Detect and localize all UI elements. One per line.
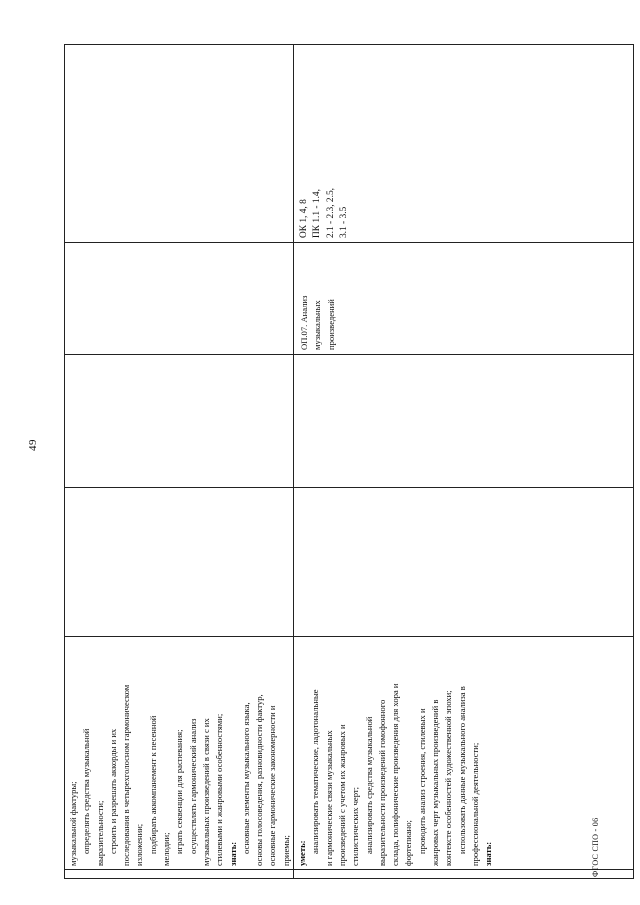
skills-knowledge-cell xyxy=(294,637,634,870)
text-line: музыкальной фактуры; xyxy=(68,781,78,866)
text-line: стилистических черт; xyxy=(350,786,361,866)
hours-max-cell xyxy=(294,488,634,637)
hours-class-cell xyxy=(294,355,634,488)
skills-knowledge-text xyxy=(65,637,293,869)
text-line: знать: xyxy=(483,841,494,866)
discipline-text xyxy=(294,243,338,354)
competences-cell xyxy=(294,45,634,243)
index-cell xyxy=(294,870,634,879)
text-line: основы голосоведения, разновидности фактур, xyxy=(254,694,265,866)
hours-class-cell xyxy=(65,355,294,488)
text-line: изложении; xyxy=(134,823,145,866)
footer-standard-label: ФГОС СПО - 06 xyxy=(591,817,600,877)
discipline-text xyxy=(65,243,69,354)
hours-max-cell xyxy=(65,488,294,637)
text-line: уметь: xyxy=(297,840,308,866)
discipline-cell xyxy=(65,243,294,355)
text-line: приемы; xyxy=(280,835,291,866)
text-line: осуществлять гармонический анализ xyxy=(187,718,198,854)
discipline-line: ОП.07. Анализ xyxy=(299,295,310,350)
page-number: 49 xyxy=(27,439,39,451)
competence-code-line: 2.1 - 2.3, 2.5, xyxy=(325,188,336,238)
text-line: определять средства музыкальной xyxy=(81,728,92,854)
discipline-line: музыкальных xyxy=(312,300,323,350)
text-line: строить и разрешать аккорды и их xyxy=(107,728,118,854)
text-line: анализировать средства музыкальной xyxy=(363,716,374,854)
text-line: использовать данные музыкального анализа в xyxy=(456,686,467,854)
competence-code-line: ОК 1, 4, 8 xyxy=(299,199,310,238)
text-line: фортепиано; xyxy=(403,820,414,866)
curriculum-table xyxy=(64,44,634,879)
competences-cell xyxy=(65,45,294,243)
text-line: музыкальных произведений в связи с их xyxy=(200,718,211,866)
competences-text xyxy=(65,45,69,242)
text-line: произведений с учетом их жанровых и xyxy=(336,724,347,866)
text-line: играть секвенции для распевания; xyxy=(174,729,185,854)
text-line: основные гармонические закономерности и xyxy=(267,705,278,866)
text-line: стилевыми и жанровыми особенностями; xyxy=(214,713,225,866)
text-line: последования в четырехголосном гармоническом xyxy=(121,684,132,866)
text-line: подбирать аккомпанемент к песенной xyxy=(147,715,158,854)
text-line: и гармонические связи музыкальных xyxy=(323,730,334,866)
discipline-cell xyxy=(294,243,634,355)
text-line: жанровых черт музыкальных произведений в xyxy=(430,699,441,866)
skills-knowledge-cell xyxy=(65,637,294,870)
text-line: выразительности произведений гомофонного xyxy=(376,699,387,866)
table-row xyxy=(294,45,634,879)
discipline-line: произведений xyxy=(325,299,336,350)
text-line: мелодии; xyxy=(161,832,172,866)
text-line: профессиональной деятельности; xyxy=(469,742,480,866)
text-line: основные элементы музыкального языка, xyxy=(240,702,251,854)
text-line: анализировать тематические, ладотональные xyxy=(310,689,321,854)
competence-code-line: 3.1 - 3.5 xyxy=(338,206,349,238)
competences-text xyxy=(294,45,351,242)
text-line: знать: xyxy=(227,841,238,866)
index-cell xyxy=(65,870,294,879)
text-line: контексте особенностей художественной эпохи; xyxy=(443,690,454,866)
skills-knowledge-text xyxy=(294,637,495,869)
competence-code-line: ПК 1.1 - 1.4, xyxy=(312,189,323,238)
text-line: проводить анализ строения, стилевых и xyxy=(416,708,427,854)
table-row xyxy=(65,45,294,879)
text-line: склада, полифонические произведения для хора и xyxy=(390,683,401,866)
text-line: выразительности; xyxy=(94,800,105,866)
